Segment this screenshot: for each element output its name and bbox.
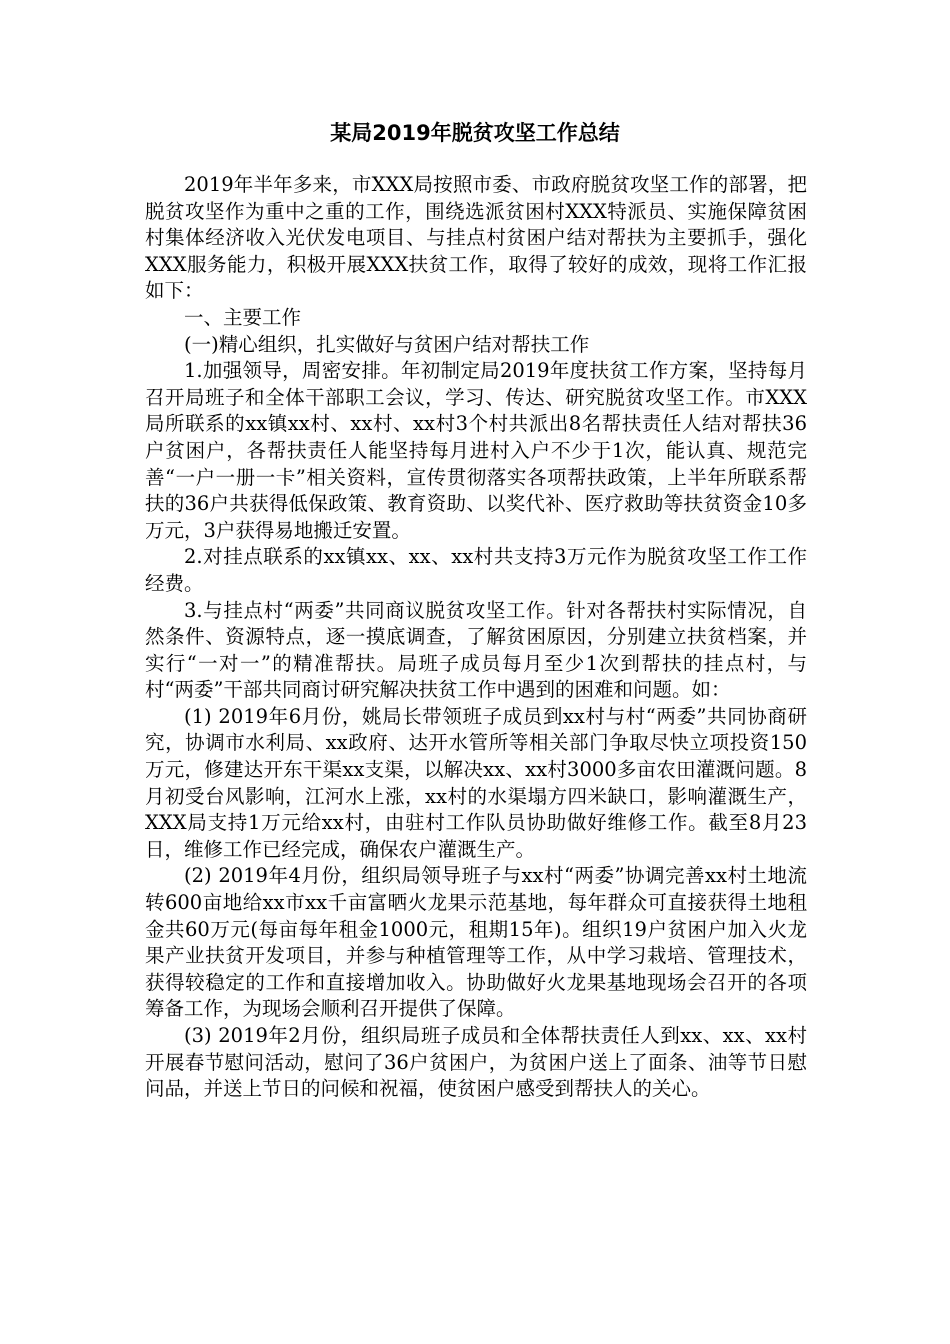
paragraph-case-1: (1) 2019年6月份，姚局长带领班子成员到xx村与村“两委”共同协商研究，协调市水利局、xx政府、达开水管所等相关部门争取尽快立项投资150万元，修建达开东干渠xx支渠，以解决xx、xx村3000多亩农田灌溉问题。8月初受台风影响，江河水上涨，xx村的水渠塌方四米缺口，影响灌溉生产，XXX局支持1万元给xx村，由驻村工作队员协助做好维修工作。截至8月23日，维修工作已经完成，确保农户灌溉生产。 [145, 704, 807, 861]
paragraph-case-3: (3) 2019年2月份，组织局班子成员和全体帮扶责任人到xx、xx、xx村开展春节慰问活动，慰问了36户贫困户，为贫困户送上了面条、油等节日慰问品，并送上节日的问候和祝福，使贫困户感受到帮扶人的关心。 [145, 1024, 807, 1101]
document-title: 某局2019年脱贫攻坚工作总结 [330, 121, 620, 145]
heading-main-work: 一、主要工作 [184, 305, 302, 329]
paragraph-item-1: 1.加强领导，周密安排。年初制定局2019年度扶贫工作方案，坚持每月召开局班子和全体干部职工会议，学习、传达、研究脱贫攻坚工作。市XXX局所联系的xx镇xx村、xx村、xx村3个村共派出8名帮扶责任人结对帮扶36户贫困户，各帮扶责任人能坚持每月进村入户不少于1次，能认真、规范完善“一户一册一卡”相关资料，宣传贯彻落实各项帮扶政策，上半年所联系帮扶的36户共获得低保政策、教育资助、以奖代补、医疗救助等扶贫资金10多万元，3户获得易地搬迁安置。 [145, 359, 807, 542]
paragraph-case-2: (2) 2019年4月份，组织局领导班子与xx村“两委”协调完善xx村土地流转600亩地给xx市xx千亩富晒火龙果示范基地，每年群众可直接获得土地租金共60万元(每亩每年租金1000元，租期15年)。组织19户贫困户加入火龙果产业扶贫开发项目，并参与种植管理等工作，从中学习栽培、管理技术，获得较稳定的工作和直接增加收入。协助做好火龙果基地现场会召开的各项筹备工作，为现场会顺利召开提供了保障。 [145, 864, 807, 1021]
paragraph-intro: 2019年半年多来，市XXX局按照市委、市政府脱贫攻坚工作的部署，把脱贫攻坚作为重中之重的工作，围绕选派贫困村XXX特派员、实施保障贫困村集体经济收入光伏发电项目、与挂点村贫困户结对帮扶为主要抓手，强化XXX服务能力，积极开展XXX扶贫工作，取得了较好的成效，现将工作汇报如下： [145, 173, 807, 303]
paragraph-item-3: 3.与挂点村“两委”共同商议脱贫攻坚工作。针对各帮扶村实际情况，自然条件、资源特点，逐一摸底调查，了解贫困原因，分别建立扶贫档案，并实行“一对一”的精准帮扶。局班子成员每月至少1次到帮扶的挂点村，与村“两委”干部共同商讨研究解决扶贫工作中遇到的困难和问题。如： [145, 598, 807, 702]
subheading-pairing-assistance: (一)精心组织，扎实做好与贫困户结对帮扶工作 [184, 332, 590, 356]
document-body [145, 172, 807, 1103]
paragraph-item-2: 2.对挂点联系的xx镇xx、xx、xx村共支持3万元作为脱贫攻坚工作工作经费。 [145, 545, 807, 595]
